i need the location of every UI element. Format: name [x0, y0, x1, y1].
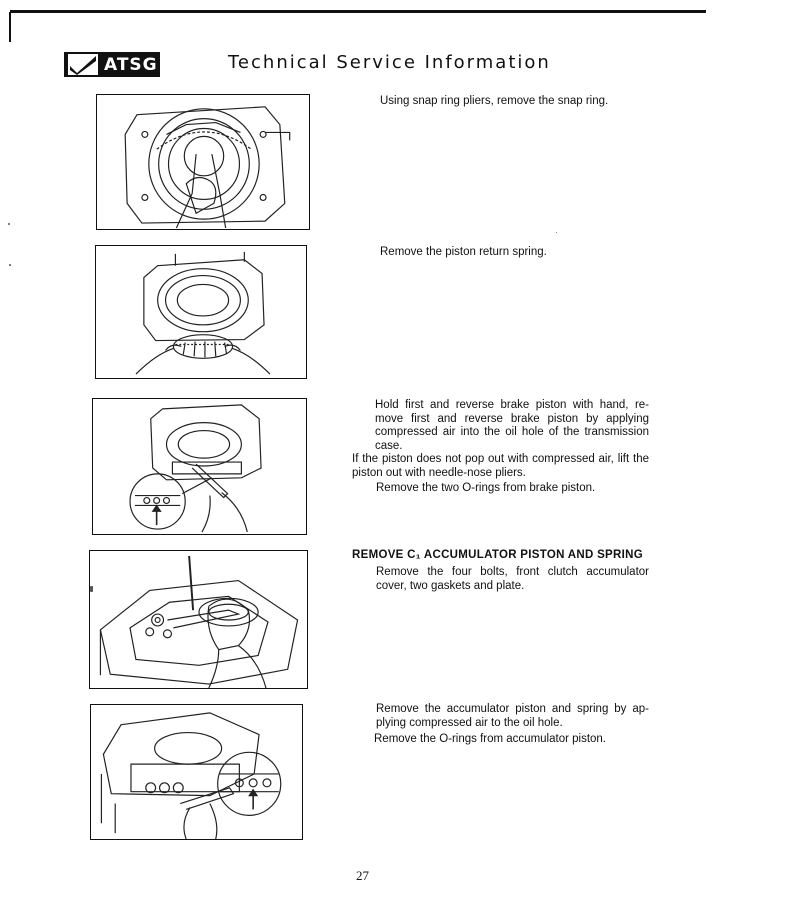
page-title: Technical Service Information [228, 52, 551, 73]
step-accumulator-1: Remove the four bolts, front clutch accumulator cover, two gaskets and plate. [376, 566, 649, 592]
snap-ring-pliers-illustration [97, 95, 309, 229]
accumulator-piston-air-illustration [91, 705, 302, 839]
atsg-check-icon [68, 54, 98, 75]
step-snap-ring: Using snap ring pliers, remove the snap ring. [380, 95, 609, 107]
scan-speck [556, 232, 557, 233]
left-margin-mark [9, 12, 11, 42]
step-brake-piston-3: Remove the two O-rings from brake piston. [376, 482, 596, 494]
top-rule [10, 10, 706, 13]
return-spring-illustration [96, 246, 306, 378]
accumulator-cover-bolts-illustration [90, 551, 307, 688]
scan-speck [9, 264, 11, 266]
atsg-logo [64, 52, 160, 77]
piston-return-spring-figure [95, 245, 307, 379]
logo-text: ATSG [104, 54, 158, 75]
step-accumulator-3: Remove the O-rings from accumulator piston. [374, 733, 607, 745]
scan-speck [8, 223, 10, 225]
accumulator-cover-figure [89, 550, 308, 689]
scan-speck [90, 586, 93, 592]
compressed-air-piston-illustration [93, 399, 306, 534]
step-accumulator-2: Remove the accumulator piston and spring by ap-plying compressed air to the oil hole. [376, 703, 649, 729]
step-brake-piston-2: If the piston does not pop out with compressed air, lift the piston out with needle-nose pliers. [352, 453, 649, 479]
step-brake-piston-1: Hold first and reverse brake piston with hand, re-move first and reverse brake piston by applying compressed air into the oil hole of the transmission case. [375, 399, 649, 452]
snap-ring-removal-figure [96, 94, 310, 230]
step-return-spring: Remove the piston return spring. [380, 246, 547, 258]
accumulator-section-heading: REMOVE C₁ ACCUMULATOR PISTON AND SPRING [352, 549, 643, 561]
page-number: 27 [356, 868, 369, 883]
accumulator-piston-air-figure [90, 704, 303, 840]
brake-piston-air-figure [92, 398, 307, 535]
